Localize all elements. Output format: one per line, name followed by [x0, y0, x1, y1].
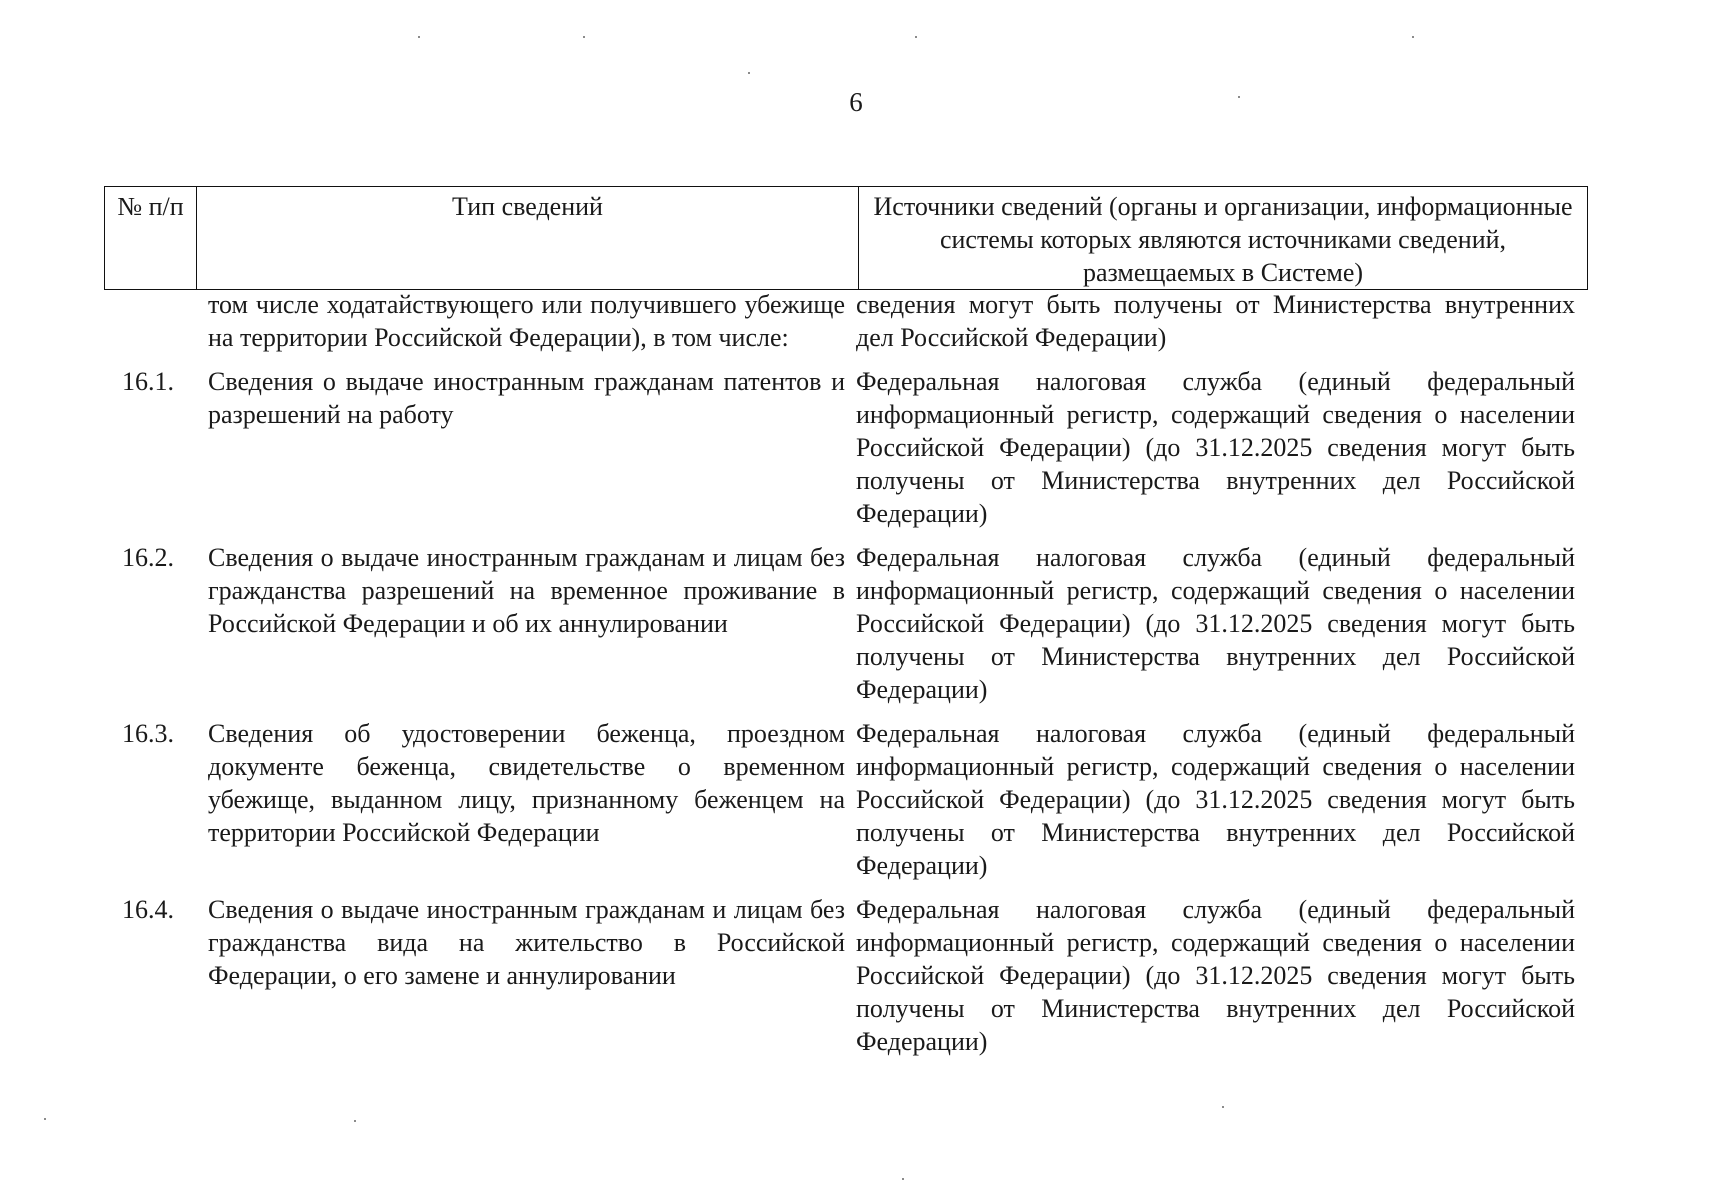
row-type: Сведения о выдаче иностранным гражданам патентов и разрешений на работу [208, 367, 845, 429]
row-type: Сведения об удостоверении беженца, проездном документе беженца, свидетельстве о временном убежище, выданном лицу, признанному беженцем на территории Российской Федерации [208, 719, 845, 847]
row-number: 16.4. [122, 895, 174, 924]
row-source: Федеральная налоговая служба (единый федеральный информационный регистр, содержащий сведения о населении Российской Федерации) (до 31.12.2025 сведения могут быть получены от Министерства внутренних дел Российской Федерации) [856, 895, 1575, 1056]
scan-speck [1412, 36, 1414, 38]
row-number: 16.1. [122, 367, 174, 396]
table-row [104, 717, 1588, 882]
table-row [104, 365, 1588, 530]
row-number: 16.3. [122, 719, 174, 748]
header-num: № п/п [105, 187, 197, 290]
scan-speck [354, 1120, 356, 1122]
row-type: Сведения о выдаче иностранным гражданам и лицам без гражданства вида на жительство в Российской Федерации, о его замене и аннулировании [208, 895, 845, 990]
row-source: Федеральная налоговая служба (единый федеральный информационный регистр, содержащий сведения о населении Российской Федерации) (до 31.12.2025 сведения могут быть получены от Министерства внутренних дел Российской Федерации) [856, 543, 1575, 704]
row-type: том числе ходатайствующего или получившего убежище на территории Российской Федерации), в том числе: [208, 290, 845, 352]
table-body [104, 288, 1588, 1058]
row-source: Федеральная налоговая служба (единый федеральный информационный регистр, содержащий сведения о населении Российской Федерации) (до 31.12.2025 сведения могут быть получены от Министерства внутренних дел Российской Федерации) [856, 367, 1575, 528]
row-number: 16.2. [122, 543, 174, 572]
row-source: сведения могут быть получены от Министерства внутренних дел Российской Федерации) [856, 290, 1575, 352]
row-number [104, 288, 204, 354]
scan-speck [748, 72, 750, 74]
scan-speck [418, 36, 420, 38]
table-row [104, 541, 1588, 706]
scan-speck [44, 1118, 46, 1120]
scan-speck [1238, 96, 1240, 98]
scan-speck [583, 36, 585, 38]
table-row [104, 288, 1588, 354]
table-header [104, 186, 1588, 290]
row-source: Федеральная налоговая служба (единый федеральный информационный регистр, содержащий сведения о населении Российской Федерации) (до 31.12.2025 сведения могут быть получены от Министерства внутренних дел Российской Федерации) [856, 719, 1575, 880]
scan-speck [915, 36, 917, 38]
row-type: Сведения о выдаче иностранным гражданам и лицам без гражданства разрешений на временное проживание в Российской Федерации и об их аннулировании [208, 543, 845, 638]
header-type: Тип сведений [197, 187, 859, 290]
page-number: 6 [849, 87, 863, 117]
header-source: Источники сведений (органы и организации, информационные системы которых являются источниками сведений, размещаемых в Системе) [859, 187, 1588, 290]
scan-speck [1222, 1106, 1224, 1108]
scan-speck [902, 1178, 904, 1180]
table-row [104, 893, 1588, 1058]
